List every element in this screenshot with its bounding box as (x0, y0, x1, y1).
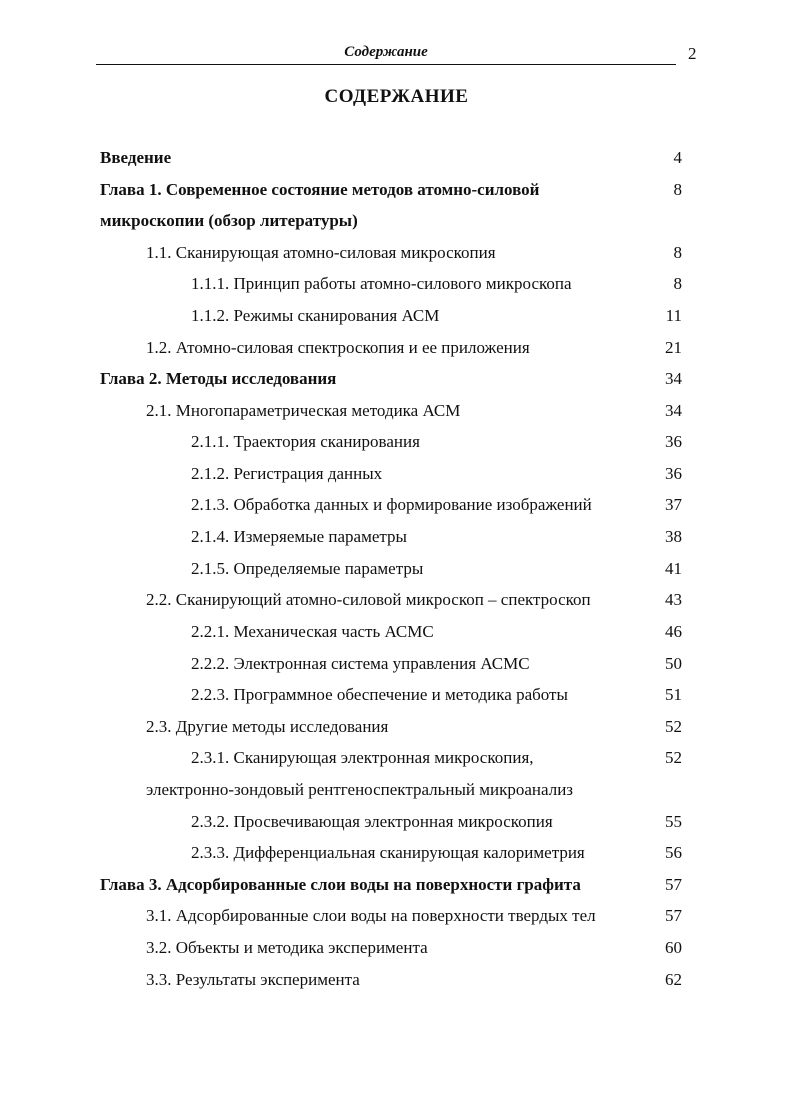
toc-entry-1-1: 1.1. Сканирующая атомно-силовая микроскопия (146, 243, 496, 262)
toc-entry-2-3-2: 2.3.2. Просвечивающая электронная микроскопия (191, 812, 553, 831)
toc-page-number: 37 (665, 495, 682, 514)
toc-entry-1-1-2: 1.1.2. Режимы сканирования АСМ (191, 306, 440, 325)
toc-entry-2-1-1: 2.1.1. Траектория сканирования (191, 432, 420, 451)
running-head-title: Содержание (344, 44, 428, 60)
toc-entry-2-2: 2.2. Сканирующий атомно-силовой микроскоп – спектроскоп (146, 590, 591, 609)
page-number: 2 (688, 44, 697, 63)
toc-page-number: 8 (673, 243, 682, 262)
toc-entry-3-2: 3.2. Объекты и методика эксперимента (146, 938, 428, 957)
toc-page-number: 57 (665, 906, 682, 925)
toc-entry-2-2-3: 2.2.3. Программное обеспечение и методика работы (191, 685, 568, 704)
toc-page-number: 60 (665, 938, 682, 957)
toc-page-number: 56 (665, 843, 682, 862)
toc-page-number: 34 (665, 401, 682, 420)
toc-page-number: 57 (665, 875, 682, 894)
toc-page-number: 52 (665, 717, 682, 736)
toc-entry-2-3-1: 2.3.1. Сканирующая электронная микроскопия, (191, 748, 534, 767)
toc-entry-2-1-3: 2.1.3. Обработка данных и формирование изображений (191, 495, 592, 514)
toc-page-number: 8 (673, 274, 682, 293)
toc-entry-2-3: 2.3. Другие методы исследования (146, 717, 389, 736)
toc-entry-chapter-1-cont: микроскопии (обзор литературы) (100, 211, 358, 230)
toc-entry-2-1-4: 2.1.4. Измеряемые параметры (191, 527, 407, 546)
toc-entry-2-1-5: 2.1.5. Определяемые параметры (191, 559, 424, 578)
toc-page-number: 41 (665, 559, 682, 578)
toc-entry-chapter-1: Глава 1. Современное состояние методов атомно-силовой (100, 180, 540, 199)
toc-page-number: 46 (665, 622, 682, 641)
toc-page-number: 21 (665, 338, 682, 357)
toc-page-number: 52 (665, 748, 682, 767)
toc-page-number: 55 (665, 812, 682, 831)
toc-entry-2-3-3: 2.3.3. Дифференциальная сканирующая калориметрия (191, 843, 585, 862)
toc-entry-2-2-2: 2.2.2. Электронная система управления АСМС (191, 654, 530, 673)
header-rule (96, 64, 676, 65)
toc-page-number: 38 (665, 527, 682, 546)
toc-page-number: 8 (673, 180, 682, 199)
toc-entry-2-2-1: 2.2.1. Механическая часть АСМС (191, 622, 434, 641)
toc-page-number: 34 (665, 369, 682, 388)
toc-entry-3-1: 3.1. Адсорбированные слои воды на поверхности твердых тел (146, 906, 596, 925)
toc-page-number: 62 (665, 970, 682, 989)
toc-entry-1-1-1: 1.1.1. Принцип работы атомно-силового микроскопа (191, 274, 572, 293)
toc-page-number: 36 (665, 432, 682, 451)
toc-page-number: 36 (665, 464, 682, 483)
toc-entry-2-3-1-cont: электронно-зондовый рентгеноспектральный микроанализ (146, 780, 574, 799)
toc-page-number: 51 (665, 685, 682, 704)
toc-entry-1-2: 1.2. Атомно-силовая спектроскопия и ее приложения (146, 338, 530, 357)
page-title: СОДЕРЖАНИЕ (324, 86, 469, 107)
toc-page-number: 11 (665, 306, 682, 325)
toc-page-number: 4 (673, 148, 682, 167)
toc-entry-intro: Введение (100, 148, 172, 167)
toc-entry-chapter-3: Глава 3. Адсорбированные слои воды на поверхности графита (100, 875, 581, 894)
toc-entry-chapter-2: Глава 2. Методы исследования (100, 369, 337, 388)
toc-entry-3-3: 3.3. Результаты эксперимента (146, 970, 360, 989)
toc-entry-2-1-2: 2.1.2. Регистрация данных (191, 464, 383, 483)
toc-entry-2-1: 2.1. Многопараметрическая методика АСМ (146, 401, 461, 420)
toc-page-number: 43 (665, 590, 682, 609)
toc-page-number: 50 (665, 654, 682, 673)
